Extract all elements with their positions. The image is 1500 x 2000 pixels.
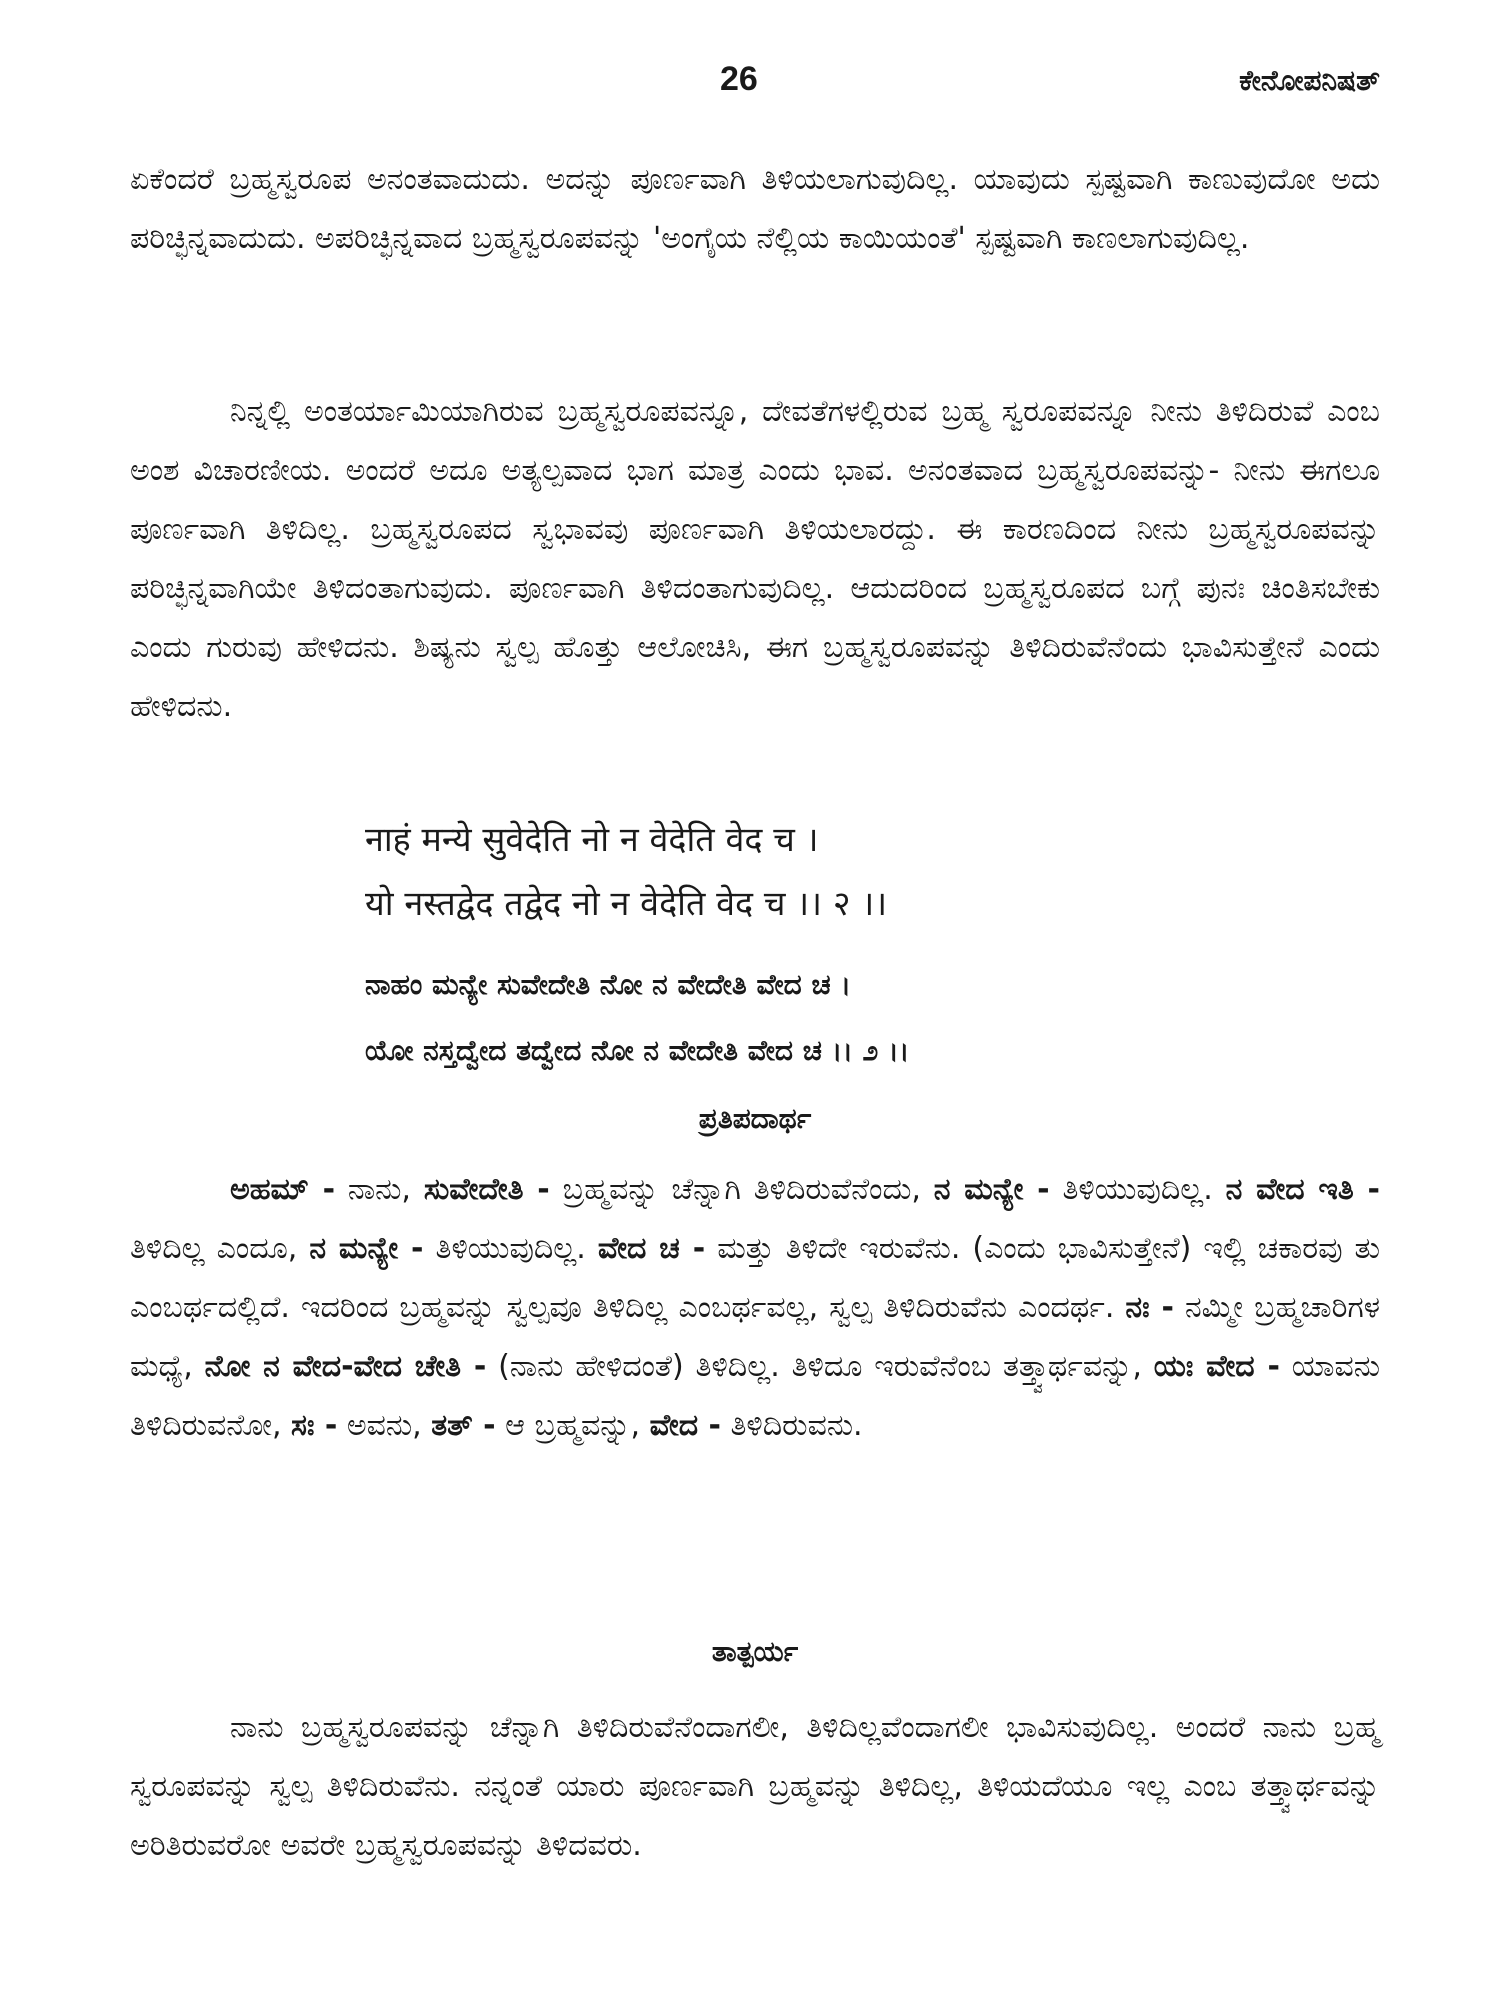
term-meaning: (ನಾನು ಹೇಳಿದಂತೆ) ತಿಳಿದಿಲ್ಲ. ತಿಳಿದೂ ಇರುವೆನೆಂಬ ತತ್ತ್ವಾರ್ಥವನ್ನು, — [486, 1349, 1154, 1384]
section-heading-summary: ತಾತ್ಪರ್ಯ — [711, 1635, 799, 1668]
term-word: ನ ಮನ್ಯೇ - — [933, 1172, 1050, 1207]
term-meaning: ಬ್ರಹ್ಮವನ್ನು ಚೆನ್ನಾಗಿ ತಿಳಿದಿರುವೆನೆಂದು, — [549, 1172, 934, 1207]
word-meaning-paragraph — [130, 1160, 1380, 1455]
term-meaning: ಯಾವನು ತಿಳಿದಿರುವನೋ, — [130, 1349, 1380, 1443]
word-meaning-block — [130, 1160, 1380, 1455]
page-number: 26 — [720, 60, 758, 98]
verse-line: ಯೋ ನಸ್ತದ್ವೇದ ತದ್ವೇದ ನೋ ನ ವೇದೇತಿ ವೇದ ಚ ।। ೨ ।। — [365, 1034, 910, 1067]
verse-line: ನಾಹಂ ಮನ್ಯೇ ಸುವೇದೇತಿ ನೋ ನ ವೇದೇತಿ ವೇದ ಚ । — [365, 968, 852, 1001]
term-word: ಸಃ - — [291, 1408, 338, 1443]
term-word: ನಃ - — [1125, 1290, 1174, 1325]
page-header — [130, 60, 1380, 110]
term-word: ವೇದ ಚ - — [597, 1231, 706, 1266]
term-word: ನ ಮನ್ಯೇ - — [309, 1231, 424, 1266]
term-meaning: ಆ ಬ್ರಹ್ಮವನ್ನು, — [495, 1408, 650, 1443]
sanskrit-verse-devanagari — [365, 808, 887, 936]
term-word: ಯಃ ವೇದ - — [1153, 1349, 1280, 1384]
term-word: ಅಹಮ್ - — [230, 1172, 336, 1207]
term-word: ನ ವೇದ ಇತಿ - — [1225, 1172, 1380, 1207]
second-paragraph: ನಿನ್ನಲ್ಲಿ ಅಂತರ್ಯಾಮಿಯಾಗಿರುವ ಬ್ರಹ್ಮಸ್ವರೂಪವನ್ನೂ, ದೇವತೆಗಳಲ್ಲಿರುವ ಬ್ರಹ್ಮ ಸ್ವರೂಪವನ್ನೂ ನೀನು ತಿಳಿದಿರುವೆ ಎಂಬ ಅಂಶ ವಿಚಾರಣೀಯ. ಅಂದರೆ ಅದೂ ಅತ್ಯಲ್ಪವಾದ ಭಾಗ ಮಾತ್ರ ಎಂದು ಭಾವ. ಅನಂತವಾದ ಬ್ರಹ್ಮಸ್ವರೂಪವನ್ನು- ನೀನು ಈಗಲೂ ಪೂರ್ಣವಾಗಿ ತಿಳಿದಿಲ್ಲ. ಬ್ರಹ್ಮಸ್ವರೂಪದ ಸ್ವಭಾವವು ಪೂರ್ಣವಾಗಿ ತಿಳಿಯಲಾರದ್ದು. ಈ ಕಾರಣದಿಂದ ನೀನು ಬ್ರಹ್ಮಸ್ವರೂಪವನ್ನು ಪರಿಚ್ಛಿನ್ನವಾಗಿಯೇ ತಿಳಿದಂತಾಗುವುದು. ಪೂರ್ಣವಾಗಿ ತಿಳಿದಂತಾಗುವುದಿಲ್ಲ. ಆದುದರಿಂದ ಬ್ರಹ್ಮಸ್ವರೂಪದ ಬಗ್ಗೆ ಪುನಃ ಚಿಂತಿಸಬೇಕು ಎಂದು ಗುರುವು ಹೇಳಿದನು. ಶಿಷ್ಯನು ಸ್ವಲ್ಪ ಹೊತ್ತು ಆಲೋಚಿಸಿ, ಈಗ ಬ್ರಹ್ಮಸ್ವರೂಪವನ್ನು ತಿಳಿದಿರುವೆನೆಂದು ಭಾವಿಸುತ್ತೇನೆ ಎಂದು ಹೇಳಿದನು. — [130, 394, 1380, 724]
section-heading-word-meaning: ಪ್ರತಿಪದಾರ್ಥ — [698, 1102, 812, 1135]
sanskrit-verse-kannada — [365, 952, 909, 1084]
second-paragraph-block — [130, 382, 1380, 736]
term-meaning: ತಿಳಿದಿರುವನು. — [721, 1408, 863, 1443]
term-meaning: ಅವನು, — [337, 1408, 432, 1443]
summary-paragraph: ನಾನು ಬ್ರಹ್ಮಸ್ವರೂಪವನ್ನು ಚೆನ್ನಾಗಿ ತಿಳಿದಿರುವೆನೆಂದಾಗಲೀ, ತಿಳಿದಿಲ್ಲವೆಂದಾಗಲೀ ಭಾವಿಸುವುದಿಲ್ಲ. ಅಂದರೆ ನಾನು ಬ್ರಹ್ಮ ಸ್ವರೂಪವನ್ನು ಸ್ವಲ್ಪ ತಿಳಿದಿರುವೆನು. ನನ್ನಂತೆ ಯಾರು ಪೂರ್ಣವಾಗಿ ಬ್ರಹ್ಮವನ್ನು ತಿಳಿದಿಲ್ಲ, ತಿಳಿಯದೆಯೂ ಇಲ್ಲ ಎಂಬ ತತ್ತ್ವಾರ್ಥವನ್ನು ಅರಿತಿರುವರೋ ಅವರೇ ಬ್ರಹ್ಮಸ್ವರೂಪವನ್ನು ತಿಳಿದವರು. — [130, 1710, 1380, 1863]
running-title: ಕೇನೋಪನಿಷತ್ — [1239, 64, 1380, 97]
verse-line: यो नस्तद्वेद तद्वेद नो न वेदेति वेद च ।। २ ।। — [365, 884, 888, 924]
term-word: ಸುವೇದೇತಿ - — [423, 1172, 550, 1207]
term-word: ತತ್ - — [431, 1408, 496, 1443]
term-meaning: ನಮ್ಮೀ ಬ್ರಹ್ಮಚಾರಿಗಳ ಮಧ್ಯೆ, — [130, 1290, 1381, 1384]
term-meaning: ಮತ್ತು ತಿಳಿದೇ ಇರುವೆನು. (ಎಂದು ಭಾವಿಸುತ್ತೇನೆ) ಇಲ್ಲಿ ಚಕಾರವು ತು ಎಂಬರ್ಥದಲ್ಲಿದೆ. ಇದರಿಂದ ಬ್ರಹ್ಮವನ್ನು ಸ್ವಲ್ಪವೂ ತಿಳಿದಿಲ್ಲ ಎಂಬರ್ಥವಲ್ಲ, ಸ್ವಲ್ಪ ತಿಳಿದಿರುವೆನು ಎಂದರ್ಥ. — [130, 1231, 1380, 1325]
summary-block — [130, 1698, 1380, 1875]
intro-paragraph: ಏಕೆಂದರೆ ಬ್ರಹ್ಮಸ್ವರೂಪ ಅನಂತವಾದುದು. ಅದನ್ನು ಪೂರ್ಣವಾಗಿ ತಿಳಿಯಲಾಗುವುದಿಲ್ಲ. ಯಾವುದು ಸ್ಪಷ್ಟವಾಗಿ ಕಾಣುವುದೋ ಅದು ಪರಿಚ್ಛಿನ್ನವಾದುದು. ಅಪರಿಚ್ಛಿನ್ನವಾದ ಬ್ರಹ್ಮಸ್ವರೂಪವನ್ನು 'ಅಂಗೈಯ ನೆಲ್ಲಿಯ ಕಾಯಿಯಂತೆ' ಸ್ಪಷ್ಟವಾಗಿ ಕಾಣಲಾಗುವುದಿಲ್ಲ. — [130, 162, 1380, 256]
term-meaning: ನಾನು, — [335, 1172, 424, 1207]
term-word: ನೋ ನ ವೇದ-ವೇದ ಚೇತಿ - — [204, 1349, 487, 1384]
term-meaning: ತಿಳಿಯುವುದಿಲ್ಲ. — [423, 1231, 598, 1266]
term-meaning: ತಿಳಿಯುವುದಿಲ್ಲ. — [1049, 1172, 1226, 1207]
term-meaning: ತಿಳಿದಿಲ್ಲ ಎಂದೂ, — [130, 1231, 310, 1266]
verse-line: नाहं मन्ये सुवेदेति नो न वेदेति वेद च । — [365, 820, 819, 860]
intro-paragraph-block — [130, 150, 1380, 268]
term-word: ವೇದ - — [649, 1408, 721, 1443]
